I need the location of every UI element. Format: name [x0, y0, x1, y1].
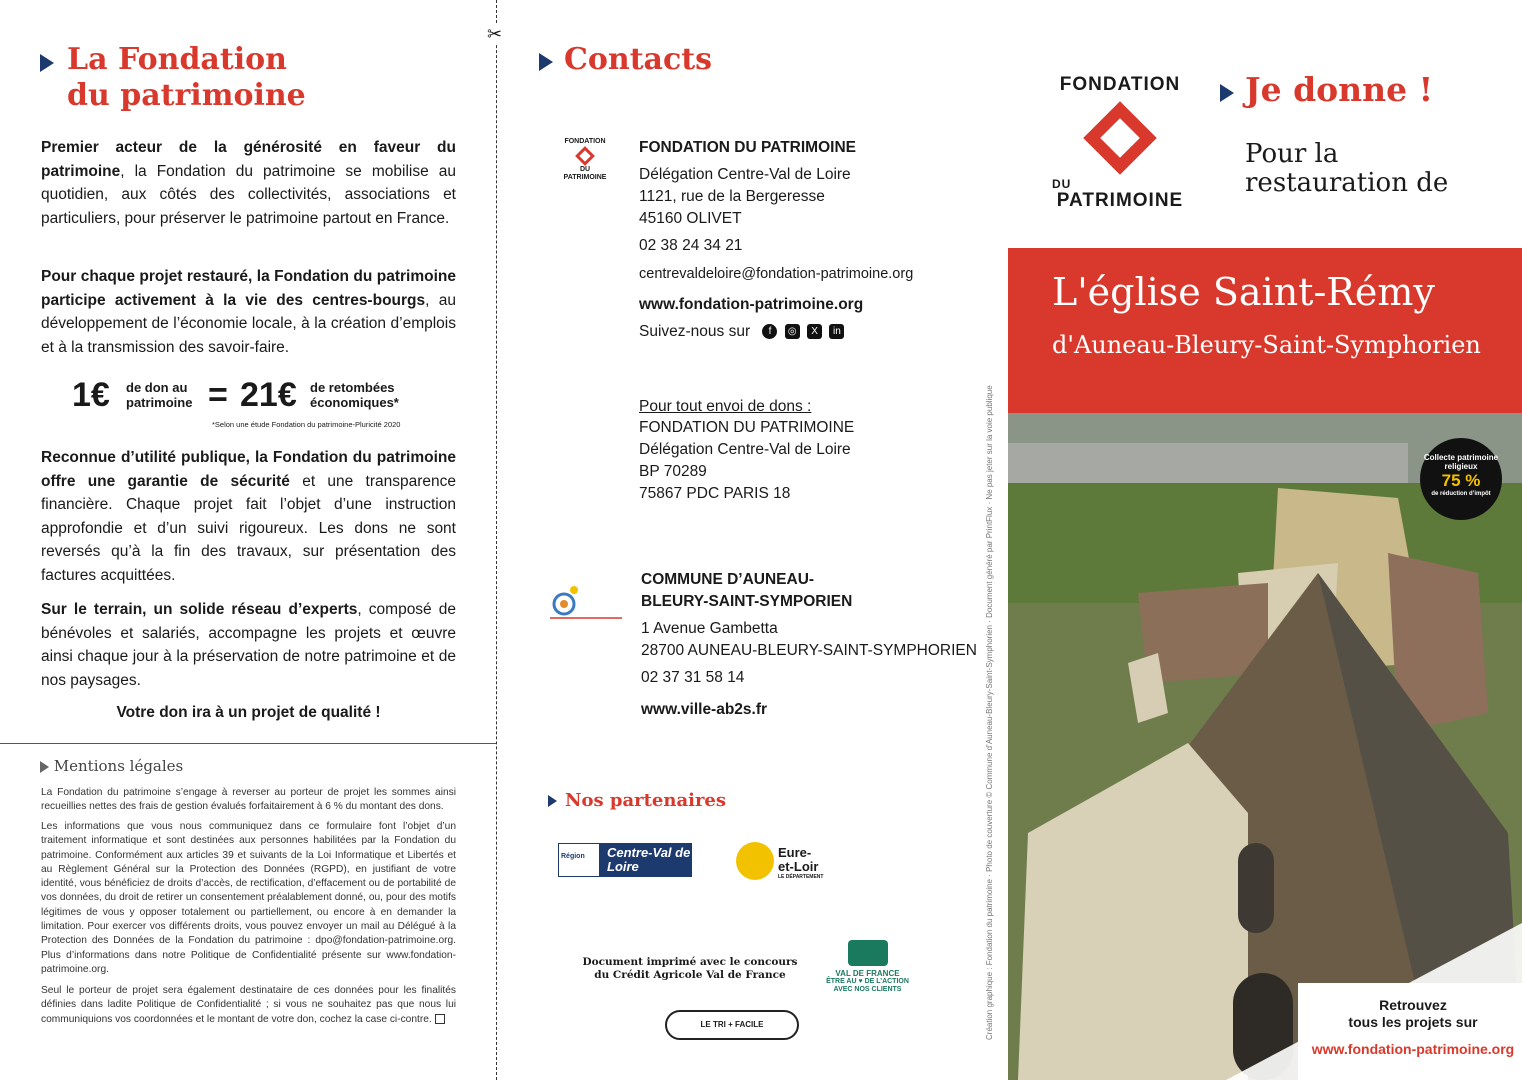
experts-paragraph: Sur le terrain, un solide réseau d’experts, composé de bénévoles et salariés, accompagne les projets et œuvre ainsi chaque jour à la préservation de notre patrimoine et de nos paysages.	[41, 601, 456, 689]
arrow-icon	[1220, 84, 1234, 102]
commune-phone[interactable]: 02 37 31 58 14	[641, 669, 745, 686]
x-icon[interactable]: X	[807, 324, 822, 339]
eq-left-value: 1€	[72, 376, 110, 414]
legal-text-1: La Fondation du patrimoine s’engage à reverser au porteur de projet les sommes ainsi recueillies nettes des frais de gestion évalués forfaitairement à 6 % du montant des dons.	[41, 787, 456, 813]
scissors-icon: ✂	[487, 24, 503, 44]
centres-bourgs-paragraph: Pour chaque projet restauré, la Fondation du patrimoine participe activement à la vie des centres-bourgs, au développement de l’économie locale, à la création d’emplois et à la transmission des savoir-faire.	[41, 268, 456, 356]
org-line1: Délégation Centre-Val de Loire	[639, 166, 851, 183]
org-line3: 45160 OLIVET	[639, 210, 742, 227]
arrow-icon	[548, 795, 557, 807]
triman-logo: LE TRI + FACILE	[665, 1010, 799, 1040]
projects-url-link[interactable]: www.fondation-patrimoine.org	[1311, 1041, 1515, 1057]
legal-text-2: Les informations que vous nous communiquez dans ce formulaire font l’objet d’un traitement informatique et sont destinées aux personnes habilitées par la Fondation du patrimoine. Conformément aux articles 39 et suivants de la Loi Informatique et Libertés et au Règlement Général sur la Protection des Données (RGPD), en justifiant de votre identité, vous bénéficiez de droits d’accès, de rectification, d’effacement ou de portabilité de vos données, du droit de retirer un consentement préalablement donné, ou, pour des motifs légitimes de vous y opposer totalement ou partiellement, ou encore à en demander la limitation. Pour exercer vos différents droits, vous pouvez envoyer un mail au Délégué à la Protection des Données de la Fondation du patrimoine : dpo@fondation-patrimoine.org. Plus d’informations dans notre Politique de Confidentialité présente sur www.fondation-patrimoine.org.	[41, 821, 456, 975]
quality-cta: Votre don ira à un projet de qualité !	[116, 704, 381, 721]
send-line3: BP 70289	[639, 463, 707, 480]
cut-line	[496, 0, 497, 1080]
donation-equation	[72, 376, 452, 429]
commune-name-2: BLEURY-SAINT-SYMPORIEN	[641, 593, 853, 610]
utilite-publique-paragraph: Reconnue d’utilité publique, la Fondation du patrimoine offre une garantie de sécurité et une transparence financière. Chaque projet fait l’objet d’une instruction approfondie et d’un suivi rigoureux. Les dons ne sont reversés qu’à la fin des travaux, sur présentation des factures acquittées.	[41, 449, 456, 584]
contacts-title: Contacts	[539, 42, 712, 78]
legal-text-3: Seul le porteur de projet sera également destinataire de ces données pour les finalités définies dans ladite Politique de Confidentialité ; si vous ne souhaitez pas que nous lui communiquions vos coordonnées et le montant de votre don, cochez la case ci-contre.	[41, 985, 456, 1025]
commune-address-1: 1 Avenue Gambetta	[641, 620, 778, 637]
fondation-logo: FONDATION DU PATRIMOINE	[1052, 74, 1184, 211]
org-line2: 1121, rue de la Bergeresse	[639, 188, 825, 205]
send-line4: 75867 PDC PARIS 18	[639, 485, 791, 502]
commune-logo	[546, 582, 626, 622]
org-name: FONDATION DU PATRIMOINE	[639, 139, 856, 156]
eq-left-label: de don au patrimoine	[126, 380, 193, 410]
instagram-icon[interactable]: ◎	[785, 324, 800, 339]
project-title-box	[1008, 248, 1522, 413]
send-line2: Délégation Centre-Val de Loire	[639, 441, 851, 458]
projects-callout: Retrouvez tous les projets sur www.fondation-patrimoine.org	[1308, 997, 1518, 1058]
region-centre-logo: Région Centre-Val de Loire	[558, 843, 692, 877]
contacts-panel	[500, 0, 1005, 1080]
commune-name-1: COMMUNE D’AUNEAU-	[641, 571, 815, 588]
partners-title: Nos partenaires	[548, 790, 726, 811]
org-email-link[interactable]: centrevaldeloire@fondation-patrimoine.org	[639, 266, 914, 282]
church-photo	[1008, 413, 1522, 1080]
eq-note: *Selon une étude Fondation du patrimoine-Pluricité 2020	[212, 420, 401, 429]
restoration-subtitle: Pour la restauration de	[1245, 139, 1449, 198]
donate-heading: Je donne !	[1220, 70, 1433, 110]
eq-sign: =	[208, 376, 228, 414]
eq-right-value: 21€	[240, 376, 297, 414]
credits-vertical-text: Création graphique : Fondation du patrimoine · Photo de couverture © Commune d’Auneau-Bleury-Saint-Symphorien · Document généré par PrintFlux · Ne pas jeter sur la voie publique	[985, 385, 994, 1040]
send-title: Pour tout envoi de dons :	[639, 398, 812, 415]
arrow-icon	[40, 54, 54, 72]
divider	[0, 743, 497, 744]
intro-paragraph: Premier acteur de la générosité en faveur du patrimoine, la Fondation du patrimoine se mobilise au quotidien, aux côtés des collectivités, associations et particuliers, pour préserver le patrimoine partout en France.	[41, 139, 456, 227]
arrow-icon	[40, 761, 49, 773]
eq-right-label: de retombées économiques*	[310, 380, 399, 410]
linkedin-icon[interactable]: in	[829, 324, 844, 339]
credit-agricole-logo: VAL DE FRANCE ÊTRE AU ♥ DE L’ACTION AVEC NOS CLIENTS	[825, 940, 910, 994]
printed-note: Document imprimé avec le concours du Crédit Agricole Val de France	[582, 956, 798, 981]
legal-title: Mentions légales	[40, 757, 183, 775]
eure-et-loir-logo: Eure- et-Loir LE DÉPARTEMENT	[736, 840, 836, 880]
church-place: d'Auneau-Bleury-Saint-Symphorien	[1052, 331, 1481, 359]
fondation-mini-logo: FONDATION DU PATRIMOINE	[563, 138, 607, 181]
org-website-link[interactable]: www.fondation-patrimoine.org	[639, 296, 864, 313]
church-name: L'église Saint-Rémy	[1052, 270, 1435, 314]
send-line1: FONDATION DU PATRIMOINE	[639, 419, 855, 436]
commune-address-2: 28700 AUNEAU-BLEURY-SAINT-SYMPHORIEN	[641, 642, 977, 659]
consent-checkbox[interactable]	[435, 1014, 445, 1024]
facebook-icon[interactable]: f	[762, 324, 777, 339]
tax-reduction-badge: Collecte patrimoine religieux 75 % de réduction d’impôt	[1420, 438, 1502, 520]
org-phone[interactable]: 02 38 24 34 21	[639, 237, 743, 254]
arrow-icon	[539, 53, 553, 71]
commune-website-link[interactable]: www.ville-ab2s.fr	[641, 701, 768, 718]
cover-panel	[1008, 0, 1522, 1080]
follow-row: Suivez-nous sur f ◎ X in	[639, 321, 844, 343]
left-panel	[0, 0, 497, 1080]
fondation-title: La Fondation du patrimoine	[40, 42, 306, 114]
